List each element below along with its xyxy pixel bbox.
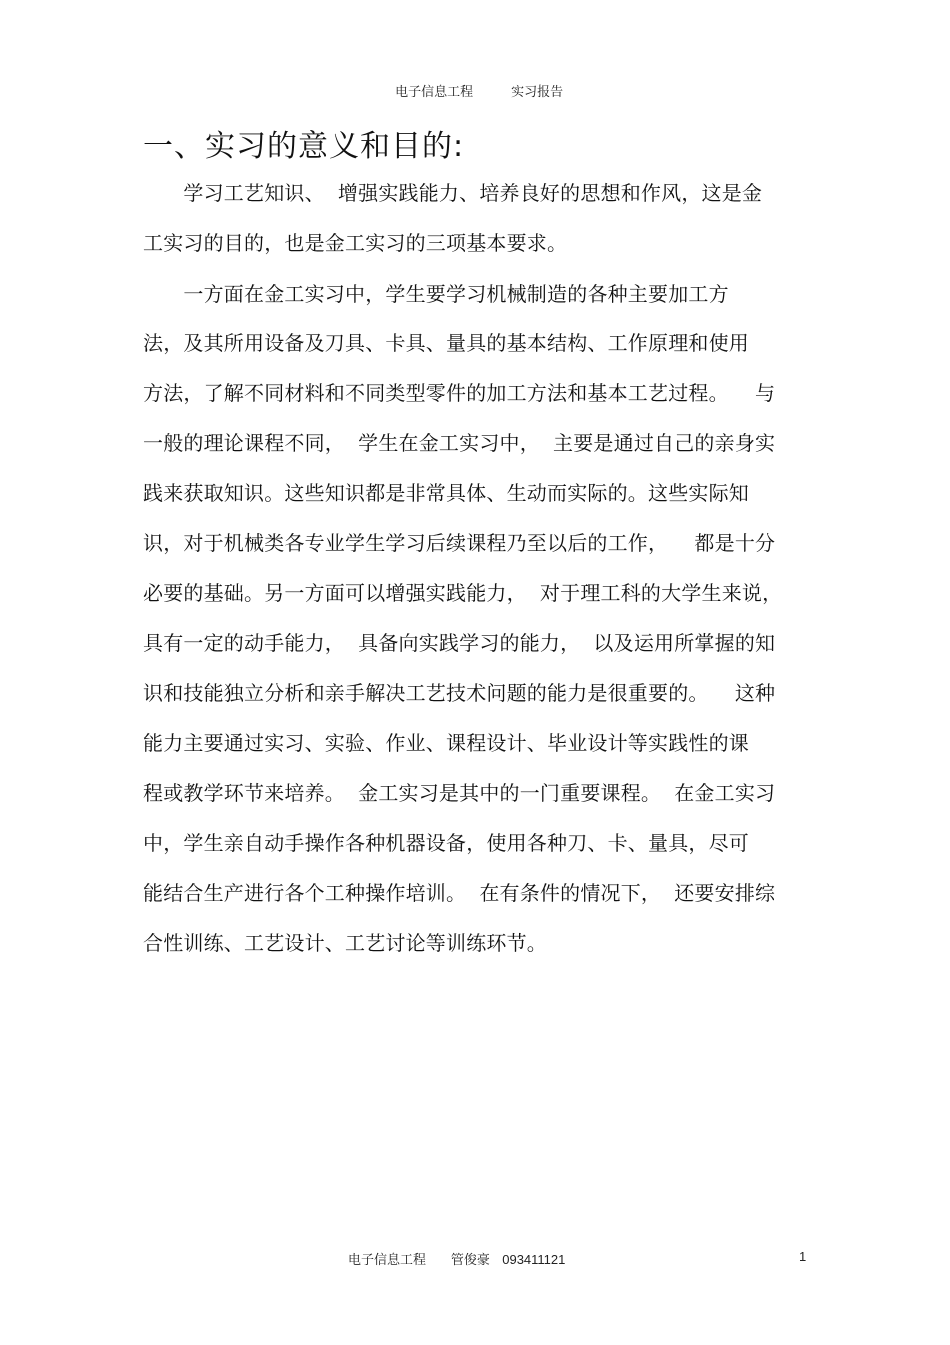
header-department: 电子信息工程 xyxy=(395,85,474,100)
footer-info xyxy=(348,1249,565,1268)
body-line: 识，对于机械类各专业学生学习后续课程乃至以后的工作， 都是十分 xyxy=(143,531,776,555)
body-line: 程或教学环节来培养。 金工实习是其中的一门重要课程。 在金工实习 xyxy=(143,781,776,805)
body-line: 必要的基础。另一方面可以增强实践能力， 对于理工科的大学生来说， xyxy=(143,581,783,605)
section-heading: 一、实习的意义和目的: xyxy=(143,129,465,164)
body-line: 识和技能独立分析和亲手解决工艺技术问题的能力是很重要的。 这种 xyxy=(143,681,776,705)
body-line: 践来获取知识。这些知识都是非常具体、生动而实际的。这些实际知 xyxy=(143,481,749,505)
body-line: 方法，了解不同材料和不同类型零件的加工方法和基本工艺过程。 与 xyxy=(143,381,776,405)
body-line: 具有一定的动手能力， 具备向实践学习的能力， 以及运用所掌握的知 xyxy=(143,631,776,655)
body-line: 一般的理论课程不同， 学生在金工实习中， 主要是通过自己的亲身实 xyxy=(143,431,776,455)
body-line: 学习工艺知识、 增强实践能力、培养良好的思想和作风，这是金 xyxy=(143,181,763,205)
body-line: 工实习的目的，也是金工实习的三项基本要求。 xyxy=(143,231,568,255)
body-line: 法，及其所用设备及刀具、卡具、量具的基本结构、工作原理和使用 xyxy=(143,331,749,355)
header-doc-title: 实习报告 xyxy=(511,85,564,100)
footer-student-id: 093411121 xyxy=(502,1252,566,1267)
page-header xyxy=(0,66,950,100)
footer-department: 电子信息工程 xyxy=(348,1253,427,1268)
page-number: 1 xyxy=(799,1249,807,1264)
footer-author: 管俊豪 xyxy=(450,1253,490,1268)
body-line: 中，学生亲自动手操作各种机器设备，使用各种刀、卡、量具，尽可 xyxy=(143,831,749,855)
body-line: 合性训练、工艺设计、工艺讨论等训练环节。 xyxy=(143,931,547,955)
body-line: 一方面在金工实习中，学生要学习机械制造的各种主要加工方 xyxy=(143,282,729,306)
body-line: 能力主要通过实习、实验、作业、课程设计、毕业设计等实践性的课 xyxy=(143,731,749,755)
body-line: 能结合生产进行各个工种操作培训。 在有条件的情况下， 还要安排综 xyxy=(143,881,776,905)
